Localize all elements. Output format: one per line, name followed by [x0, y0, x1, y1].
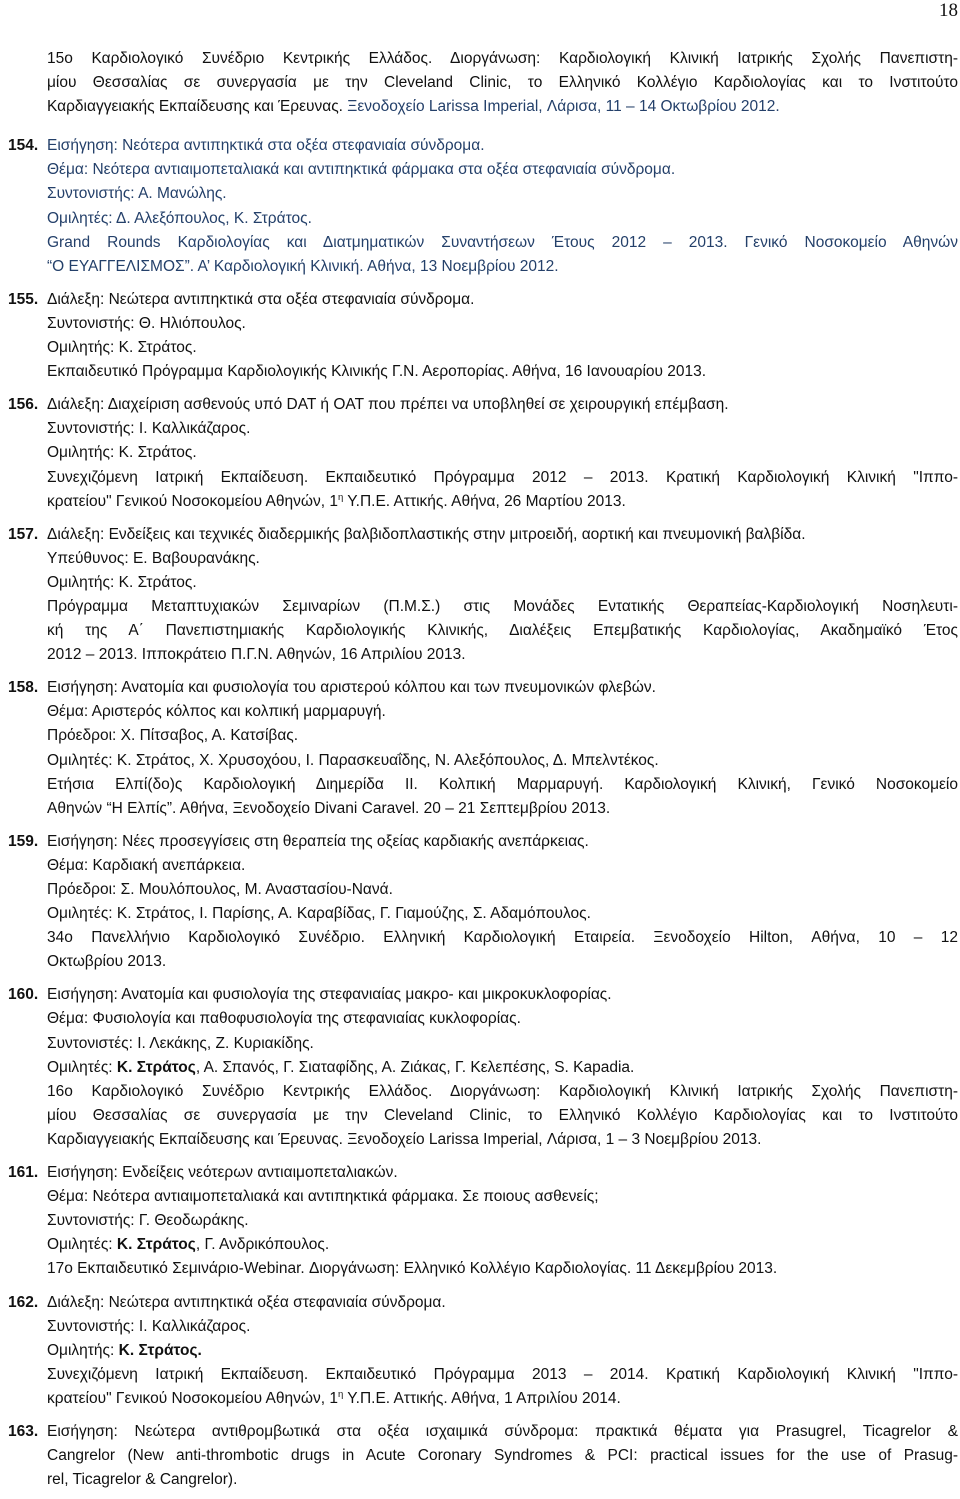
talk-title: rel, Ticagrelor & Cangrelor).	[47, 1471, 238, 1489]
speaker-name-bold: Κ. Στράτος	[116, 1236, 196, 1254]
entry-156	[0, 393, 960, 513]
topic: Θέμα: Φυσιολογία και παθοφυσιολογία της στεφανιαίας κυκλοφορίας.	[47, 1010, 521, 1028]
event-details: “Ο ΕΥΑΓΓΕΛΙΣΜΟΣ”. Α’ Καρδιολογική Κλινική. Αθήνα, 13 Νοεμβρίου 2012.	[47, 257, 559, 275]
page-number: 18	[939, 0, 958, 21]
event-details: 34ο Πανελλήνιο Καρδιολογικό Συνέδριο. Ελληνική Καρδιολογική Εταιρεία. Ξενοδοχείο Hilton, Αθήνα, 10 – 12	[47, 929, 958, 947]
event-details: μίου Θεσσαλίας σε συνεργασία με την Cleveland Clinic, το Ελληνικό Κολλέγιο Καρδιολογίας και το Ινστιτούτο	[47, 1106, 958, 1124]
entry-160	[0, 983, 960, 1152]
talk-title: Διάλεξη: Νεώτερα αντιπηκτικά στα οξέα στεφανιαία σύνδρομα.	[47, 290, 475, 308]
talk-title: Cangrelor (New anti-thrombotic drugs in Acute Coronary Syndromes & PCI: practical issues for the use of Prasug-	[47, 1447, 958, 1465]
entry-155	[0, 288, 960, 384]
entry-number: 156.	[8, 396, 39, 414]
talk-title: Εισήγηση: Νέες προσεγγίσεις στη θεραπεία της οξείας καρδιακής ανεπάρκειας.	[47, 832, 589, 850]
moderator: Συντονιστής: Ι. Καλλικάζαρος.	[47, 1317, 251, 1335]
talk-title: Εισήγηση: Νεώτερα αντιθρομβωτικά στα οξέα ισχαιμικά σύνδρομα: πρακτικά θέματα για Prasugrel, Ticagrelor &	[47, 1422, 958, 1440]
speakers-label: Ομιλητής:	[47, 1341, 119, 1359]
entry-number: 158.	[8, 679, 39, 697]
event-details: Εκπαιδευτικό Πρόγραμμα Καρδιολογικής Κλινικής Γ.Ν. Αεροπορίας. Αθήνα, 16 Ιανουαρίου 2013.	[47, 363, 707, 381]
entry-number: 157.	[8, 525, 39, 543]
chairs: Πρόεδροι: Χ. Πίτσαβος, Α. Κατσίβας.	[47, 727, 299, 745]
event-details	[47, 95, 958, 119]
moderator: Συντονιστής: Γ. Θεοδωράκης.	[47, 1212, 249, 1230]
event-details: 2012 – 2013. Ιπποκράτειο Π.Γ.Ν. Αθηνών, 16 Απριλίου 2013.	[47, 646, 466, 664]
entry-159	[0, 830, 960, 975]
moderator: Συντονιστής: Ι. Καλλικάζαρος.	[47, 420, 251, 438]
entry-162	[0, 1291, 960, 1411]
event-details: κή της Α΄ Πανεπιστημιακής Καρδιολογικής Κλινικής, Διαλέξεις Επεμβατικής Καρδιολογίας, Ακαδημαϊκό Έτος	[47, 622, 958, 640]
supervisor: Υπεύθυνος: Ε. Βαβουρανάκης.	[47, 549, 260, 567]
entry-number: 155.	[8, 290, 39, 308]
talk-title: Εισήγηση: Ανατομία και φυσιολογία του αριστερού κόλπου και των πνευμονικών φλεβών.	[47, 679, 656, 697]
event-details: Συνεχιζόμενη Ιατρική Εκπαίδευση. Εκπαιδευτικό Πρόγραμμα 2012 – 2013. Κρατική Καρδιολογική Κλινική "Ιππο-	[47, 468, 958, 486]
speaker-name-bold: Κ. Στράτος.	[118, 1341, 202, 1359]
topic: Θέμα: Αριστερός κόλπος και κολπική μαρμαρυγή.	[47, 703, 386, 721]
event-details: μίου Θεσσαλίας σε συνεργασία με την Cleveland Clinic, το Ελληνικό Κολλέγιο Καρδιολογίας και το Ινστιτούτο	[47, 74, 958, 92]
moderator: Συντονιστής: Θ. Ηλιόπουλος.	[47, 314, 246, 332]
event-text: Καρδιαγγειακής Εκπαίδευσης και Έρευνας.	[47, 98, 348, 116]
speakers: Ομιλητές: Κ. Στράτος, Ι. Παρίσης, Α. Καραβίδας, Γ. Γιαμούζης, Σ. Αδαμόπουλος.	[47, 905, 591, 923]
event-details: Πρόγραμμα Μεταπτυχιακών Σεμιναρίων (Π.Μ.Σ.) στις Μονάδες Εντατικής Θεραπείας-Καρδιολογική Νοσηλευτι-	[47, 597, 958, 615]
speakers-label: Ομιλητές:	[47, 1058, 117, 1076]
event-details	[47, 1387, 958, 1411]
speakers-rest: , Α. Σπανός, Γ. Σιαταφίδης, Α. Ζιάκας, Γ. Κελεπέσης, S. Kapadia.	[195, 1058, 635, 1076]
ordinal-superscript: η	[337, 491, 344, 503]
talk-title: Διάλεξη: Νεώτερα αντιπηκτικά οξέα στεφανιαία σύνδρομα.	[47, 1293, 446, 1311]
entry-163	[0, 1420, 960, 1492]
entry-161	[0, 1161, 960, 1281]
event-details: Οκτωβρίου 2013.	[47, 953, 167, 971]
moderators: Συντονιστές: Ι. Λεκάκης, Ζ. Κυριακίδης.	[47, 1034, 314, 1052]
ordinal-superscript: η	[337, 1388, 344, 1400]
speakers-rest: , Γ. Ανδρικόπουλος.	[195, 1236, 330, 1254]
moderator: Συντονιστής: Α. Μανώλης.	[47, 185, 227, 203]
entry-number: 159.	[8, 832, 39, 850]
speaker-name-bold: Κ. Στράτος	[116, 1058, 196, 1076]
talk-title: Εισήγηση: Ανατομία και φυσιολογία της στεφανιαίας μακρο- και μικροκυκλοφορίας.	[47, 986, 612, 1004]
event-details: 15ο Καρδιολογικό Συνέδριο Κεντρικής Ελλάδος. Διοργάνωση: Καρδιολογική Κλινική Ιατρικής Σχολής Πανεπιστη-	[47, 50, 958, 67]
document-body	[0, 47, 960, 1492]
continued-paragraph	[0, 47, 960, 119]
talk-title: Διάλεξη: Ενδείξεις και τεχνικές διαδερμικής βαλβιδοπλαστικής στην μιτροειδή, αορτική και πνευμονική βαλβίδα.	[47, 525, 806, 543]
event-details: Αθηνών “Η Ελπίς”. Αθήνα, Ξενοδοχείο Divani Caravel. 20 – 21 Σεπτεμβρίου 2013.	[47, 799, 611, 817]
talk-title: Διάλεξη: Διαχείριση ασθενούς υπό DAT ή OAT που πρέπει να υποβληθεί σε χειρουργική επέμβαση.	[47, 396, 729, 414]
speakers: Ομιλητές: Κ. Στράτος, Χ. Χρυσοχόου, Ι. Παρασκευαΐδης, Ν. Αλεξόπουλος, Δ. Μπελντέκος.	[47, 751, 659, 769]
speakers	[47, 1056, 958, 1080]
talk-title: Εισήγηση: Ενδείξεις νεότερων αντιαιμοπεταλιακών.	[47, 1164, 398, 1182]
event-details: Συνεχιζόμενη Ιατρική Εκπαίδευση. Εκπαιδευτικό Πρόγραμμα 2013 – 2014. Κρατική Καρδιολογική Κλινική "Ιππο-	[47, 1365, 958, 1383]
venue-text: Ξενοδοχείο Larissa Imperial, Λάρισα, 11 – 14 Οκτωβρίου 2012.	[347, 98, 780, 116]
topic: Θέμα: Νεότερα αντιαιμοπεταλιακά και αντιπηκτικά φάρμακα στα οξέα στεφανιαία σύνδρομα.	[47, 161, 676, 179]
event-details: 16ο Καρδιολογικό Συνέδριο Κεντρικής Ελλάδος. Διοργάνωση: Καρδιολογική Κλινική Ιατρικής Σχολής Πανεπιστη-	[47, 1082, 958, 1100]
event-text: κρατείου" Γενικού Νοσοκομείου Αθηνών, 1	[47, 492, 338, 510]
entry-number: 163.	[8, 1422, 39, 1440]
speakers	[47, 1233, 958, 1257]
speakers: Ομιλητής: Κ. Στράτος.	[47, 573, 197, 591]
entry-157	[0, 523, 960, 668]
event-text: Υ.Π.Ε. Αττικής. Αθήνα, 1 Απριλίου 2014.	[343, 1389, 621, 1407]
entry-number: 162.	[8, 1293, 39, 1311]
topic: Θέμα: Καρδιακή ανεπάρκεια.	[47, 856, 246, 874]
speakers: Ομιλητές: Δ. Αλεξόπουλος, Κ. Στράτος.	[47, 209, 312, 227]
speakers: Ομιλητής: Κ. Στράτος.	[47, 339, 197, 357]
speakers	[47, 1339, 958, 1363]
event-text: Υ.Π.Ε. Αττικής. Αθήνα, 26 Μαρτίου 2013.	[343, 492, 626, 510]
chairs: Πρόεδροι: Σ. Μουλόπουλος, Μ. Αναστασίου-Νανά.	[47, 881, 393, 898]
topic: Θέμα: Νεότερα αντιαιμοπεταλιακά και αντιπηκτικά φάρμακα. Σε ποιους ασθενείς;	[47, 1188, 599, 1206]
entry-number: 161.	[8, 1164, 39, 1182]
event-text: κρατείου" Γενικού Νοσοκομείου Αθηνών, 1	[47, 1389, 338, 1407]
entry-158	[0, 676, 960, 821]
entry-154	[0, 134, 960, 279]
event-details: Καρδιαγγειακής Εκπαίδευσης και Έρευνας. Ξενοδοχείο Larissa Imperial, Λάρισα, 1 – 3 Νοεμβρίου 2013.	[47, 1130, 762, 1148]
speakers-label: Ομιλητές:	[47, 1236, 117, 1254]
entry-number: 160.	[8, 986, 39, 1004]
event-details: 17ο Εκπαιδευτικό Σεμινάριο-Webinar. Διοργάνωση: Ελληνικό Κολλέγιο Καρδιολογίας. 11 Δεκεμβρίου 2013.	[47, 1260, 778, 1278]
event-details: Grand Rounds Καρδιολογίας και Διατμηματικών Συναντήσεων Έτους 2012 – 2013. Γενικό Νοσοκομείο Αθηνών	[47, 233, 958, 251]
talk-title: Εισήγηση: Νεότερα αντιπηκτικά στα οξέα στεφανιαία σύνδρομα.	[47, 137, 485, 155]
speakers: Ομιλητής: Κ. Στράτος.	[47, 444, 197, 462]
event-details: Ετήσια Ελπί(δο)ς Καρδιολογική Διημερίδα ΙΙ. Κολπική Μαρμαρυγή. Καρδιολογική Κλινική, Γενικό Νοσοκομείο	[47, 775, 958, 793]
entry-number: 154.	[8, 137, 39, 155]
event-details	[47, 490, 958, 514]
